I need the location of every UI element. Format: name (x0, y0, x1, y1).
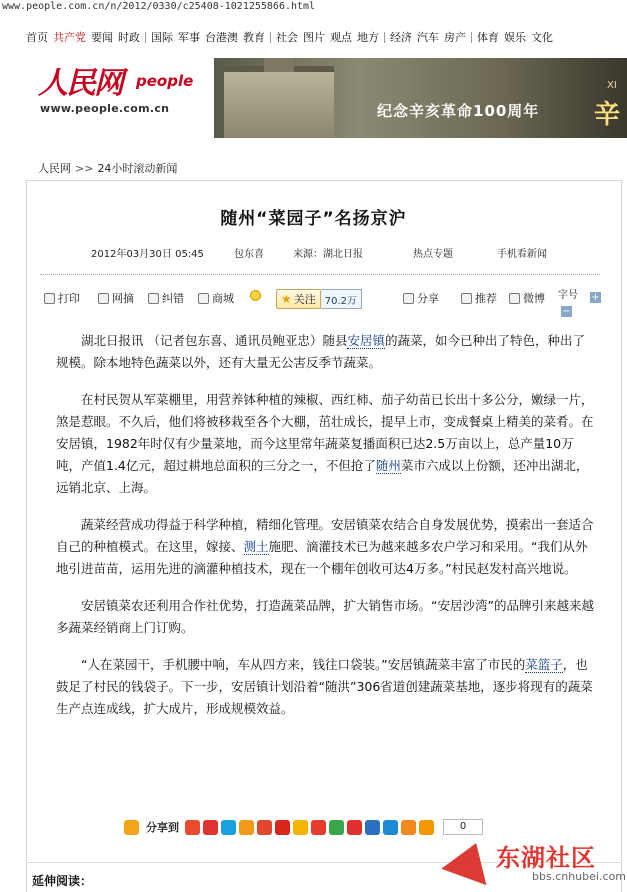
nav-item[interactable]: 图片 (303, 31, 325, 44)
people-logo[interactable] (38, 58, 208, 122)
p5-text-a: “人在菜园干，手机腰中响，车从四方来，钱往口袋装。”安居镇蔬菜丰富了市民的 (81, 657, 526, 672)
mall-icon (198, 293, 209, 304)
mall-label: 商城 (212, 292, 234, 305)
anjuzhen-link[interactable]: 安居镇 (347, 333, 385, 348)
breadcrumb-home[interactable]: 人民网 (38, 162, 71, 175)
share-site-icon[interactable] (365, 820, 380, 835)
paragraph-3 (56, 514, 596, 580)
share-more-icon[interactable] (419, 820, 434, 835)
banner-text: 纪念辛亥革命100周年 (377, 102, 540, 120)
banner-building-image (224, 66, 334, 138)
p3-text-a: 蔬菜经营成功得益于科学种植，精细化管理。安居镇菜农结合自身发展优势，摸索出一套适合自己的种植模式。在这里，嫁接、 (56, 517, 594, 554)
paragraph-4: 安居镇菜农还利用合作社优势，打造蔬菜品牌，扩大销售市场。“安居沙湾”的品牌引来越来越多蔬菜经销商上门订购。 (56, 598, 594, 635)
paragraph-2 (56, 389, 596, 499)
share-site-icon[interactable] (275, 820, 290, 835)
follow-widget (276, 289, 362, 309)
share-site-icon[interactable] (311, 820, 326, 835)
watermark-site: bbs.cnhubei.com (532, 870, 626, 883)
bookmark-icon (98, 293, 109, 304)
share-button[interactable] (403, 290, 439, 306)
suizhou-link[interactable]: 随州 (375, 458, 401, 473)
watermark-logo-icon (441, 835, 498, 885)
nav-item[interactable]: 教育 (243, 31, 265, 44)
font-decrease-button[interactable]: − (562, 306, 571, 317)
vegetable-basket-link[interactable]: 菜篮子 (525, 657, 563, 672)
smiley-icon (250, 290, 261, 301)
nav-item[interactable]: 社会 (276, 31, 298, 44)
follow-label: 关注 (293, 293, 316, 306)
nav-item[interactable]: 经济 (390, 31, 412, 44)
share-site-icon[interactable] (203, 820, 218, 835)
star-icon: ★ (281, 292, 292, 306)
weibo-icon (509, 293, 520, 304)
share-site-icon[interactable] (293, 820, 308, 835)
paragraph-5 (56, 654, 596, 720)
p2-text-a: 在村民贺从军菜棚里，用营养钵种植的辣椒、西红柿、茄子幼苗已长出十多公分，嫩绿一片，煞是惹眼。不久后，他们将被移栽至各个大棚，茁壮成长，提早上市，变成餐桌上精美的菜肴。在安居镇，1982年时仅有少量菜地，而今这里常年蔬菜复播面积已达2.5万亩以上，总产量10万吨，产值1.4亿元，超过耕地总面积的三分之一，不但抢了 (56, 392, 594, 473)
share-site-icon[interactable] (329, 820, 344, 835)
logo-mark-en: people (136, 72, 194, 90)
paragraph-1 (56, 330, 596, 374)
share-site-icon[interactable] (383, 820, 398, 835)
meta-divider (40, 274, 600, 275)
share-site-icon[interactable] (239, 820, 254, 835)
extend-reading-heading: 延伸阅读： (32, 874, 93, 888)
article-body (56, 330, 596, 735)
nav-item[interactable]: 要闻 (91, 31, 113, 44)
p1-text-b: 的蔬菜，如今已种出了特色，种出了规模。除本地特色蔬菜以外，还有大量无公害反季节蔬菜。 (56, 333, 586, 370)
p2-text-b: 菜市六成以上份额，还冲出湖北，远销北京、上海。 (56, 458, 589, 495)
banner-xi: XI (607, 80, 617, 91)
nav-item[interactable]: 汽车 (417, 31, 439, 44)
nav-item[interactable]: 共产党 (53, 31, 86, 44)
nav-item[interactable]: 国际 (151, 31, 173, 44)
error-icon (148, 293, 159, 304)
share-count: 0 (443, 819, 483, 835)
share-site-icon[interactable] (221, 820, 236, 835)
nav-item[interactable]: 房产 (444, 31, 466, 44)
nav-separator (145, 32, 146, 43)
breadcrumb-section[interactable]: 24小时滚动新闻 (97, 162, 178, 175)
share-site-icon[interactable] (257, 820, 272, 835)
article-source[interactable]: 来源：湖北日报 (293, 249, 363, 260)
nav-item[interactable]: 观点 (330, 31, 352, 44)
fontsize-label: 字号 (558, 290, 578, 301)
nav-item[interactable]: 时政 (118, 31, 140, 44)
anniversary-banner[interactable] (214, 58, 627, 138)
print-button[interactable] (44, 290, 80, 306)
nav-separator (270, 32, 271, 43)
recommend-icon (461, 293, 472, 304)
soil-test-link[interactable]: 测土 (243, 539, 269, 554)
nav-item[interactable]: 体育 (477, 31, 499, 44)
nav-item[interactable]: 首页 (26, 31, 48, 44)
logo-mark: 人民网 (38, 66, 122, 101)
bookmark-label: 网摘 (112, 292, 134, 305)
breadcrumb (38, 160, 177, 176)
topic-link[interactable]: 热点专题 (413, 249, 453, 260)
article-date: 2012年03月30日 05:45 (91, 249, 204, 260)
p1-text-a: 湖北日报讯 （记者包东喜、通讯员鲍亚忠）随县 (81, 333, 348, 348)
url-text: www.people.com.cn/n/2012/0330/c25408-1021255866.html (2, 1, 316, 12)
top-nav (26, 28, 627, 46)
recommend-label: 推荐 (475, 292, 497, 305)
print-icon (44, 293, 55, 304)
weibo-label: 微博 (523, 292, 545, 305)
nav-item[interactable]: 文化 (531, 31, 553, 44)
share-site-icon[interactable] (401, 820, 416, 835)
bookmark-button[interactable] (98, 290, 134, 306)
recommend-button[interactable] (461, 290, 497, 306)
nav-item[interactable]: 军事 (178, 31, 200, 44)
font-increase-button[interactable]: + (591, 292, 600, 303)
banner-big-char: 辛 (594, 100, 621, 130)
article-title: 随州“菜园子”名扬京沪 (220, 209, 407, 229)
article-meta (0, 245, 627, 259)
mall-button[interactable] (198, 290, 234, 306)
report-error-button[interactable] (148, 290, 184, 306)
article-toolbar (44, 290, 604, 317)
watermark (446, 836, 626, 892)
mobile-news-link[interactable]: 手机看新闻 (497, 249, 547, 260)
weibo-button[interactable] (509, 290, 545, 306)
nav-item[interactable]: 地方 (357, 31, 379, 44)
nav-separator (384, 32, 385, 43)
emoji-button[interactable] (250, 290, 261, 301)
article-author: 包东喜 (234, 249, 264, 260)
watermark-name: 东湖社区 (496, 844, 596, 872)
share-logo-icon (124, 820, 139, 835)
share-site-icon[interactable] (185, 820, 200, 835)
breadcrumb-sep: >> (75, 162, 94, 175)
follow-button[interactable] (276, 289, 321, 309)
logo-url: www.people.com.cn (40, 102, 170, 115)
nav-item[interactable]: 娱乐 (504, 31, 526, 44)
follow-count: 70.2万 (321, 289, 362, 309)
share-icon (403, 293, 414, 304)
share-to-label: 分享到 (146, 821, 179, 834)
p3-text-b: 施肥、滴灌技术已为越来越多农户学习和采用。“我们从外地引进苗苗，运用先进的滴灌种植技术，现在一个棚年创收可达4万多。”村民赵发村高兴地说。 (56, 539, 588, 576)
report-error-label: 纠错 (162, 292, 184, 305)
nav-separator (471, 32, 472, 43)
share-label: 分享 (417, 292, 439, 305)
p5-text-b: ，也鼓足了村民的钱袋子。下一步，安居镇计划沿着“随洪”306省道创建蔬菜基地，逐步将现有的蔬菜生产点连成线，扩大成片，形成规模效益。 (56, 657, 593, 716)
nav-item[interactable]: 台港澳 (205, 31, 238, 44)
print-label: 打印 (58, 292, 80, 305)
share-site-icon[interactable] (347, 820, 362, 835)
share-bar (124, 818, 483, 836)
